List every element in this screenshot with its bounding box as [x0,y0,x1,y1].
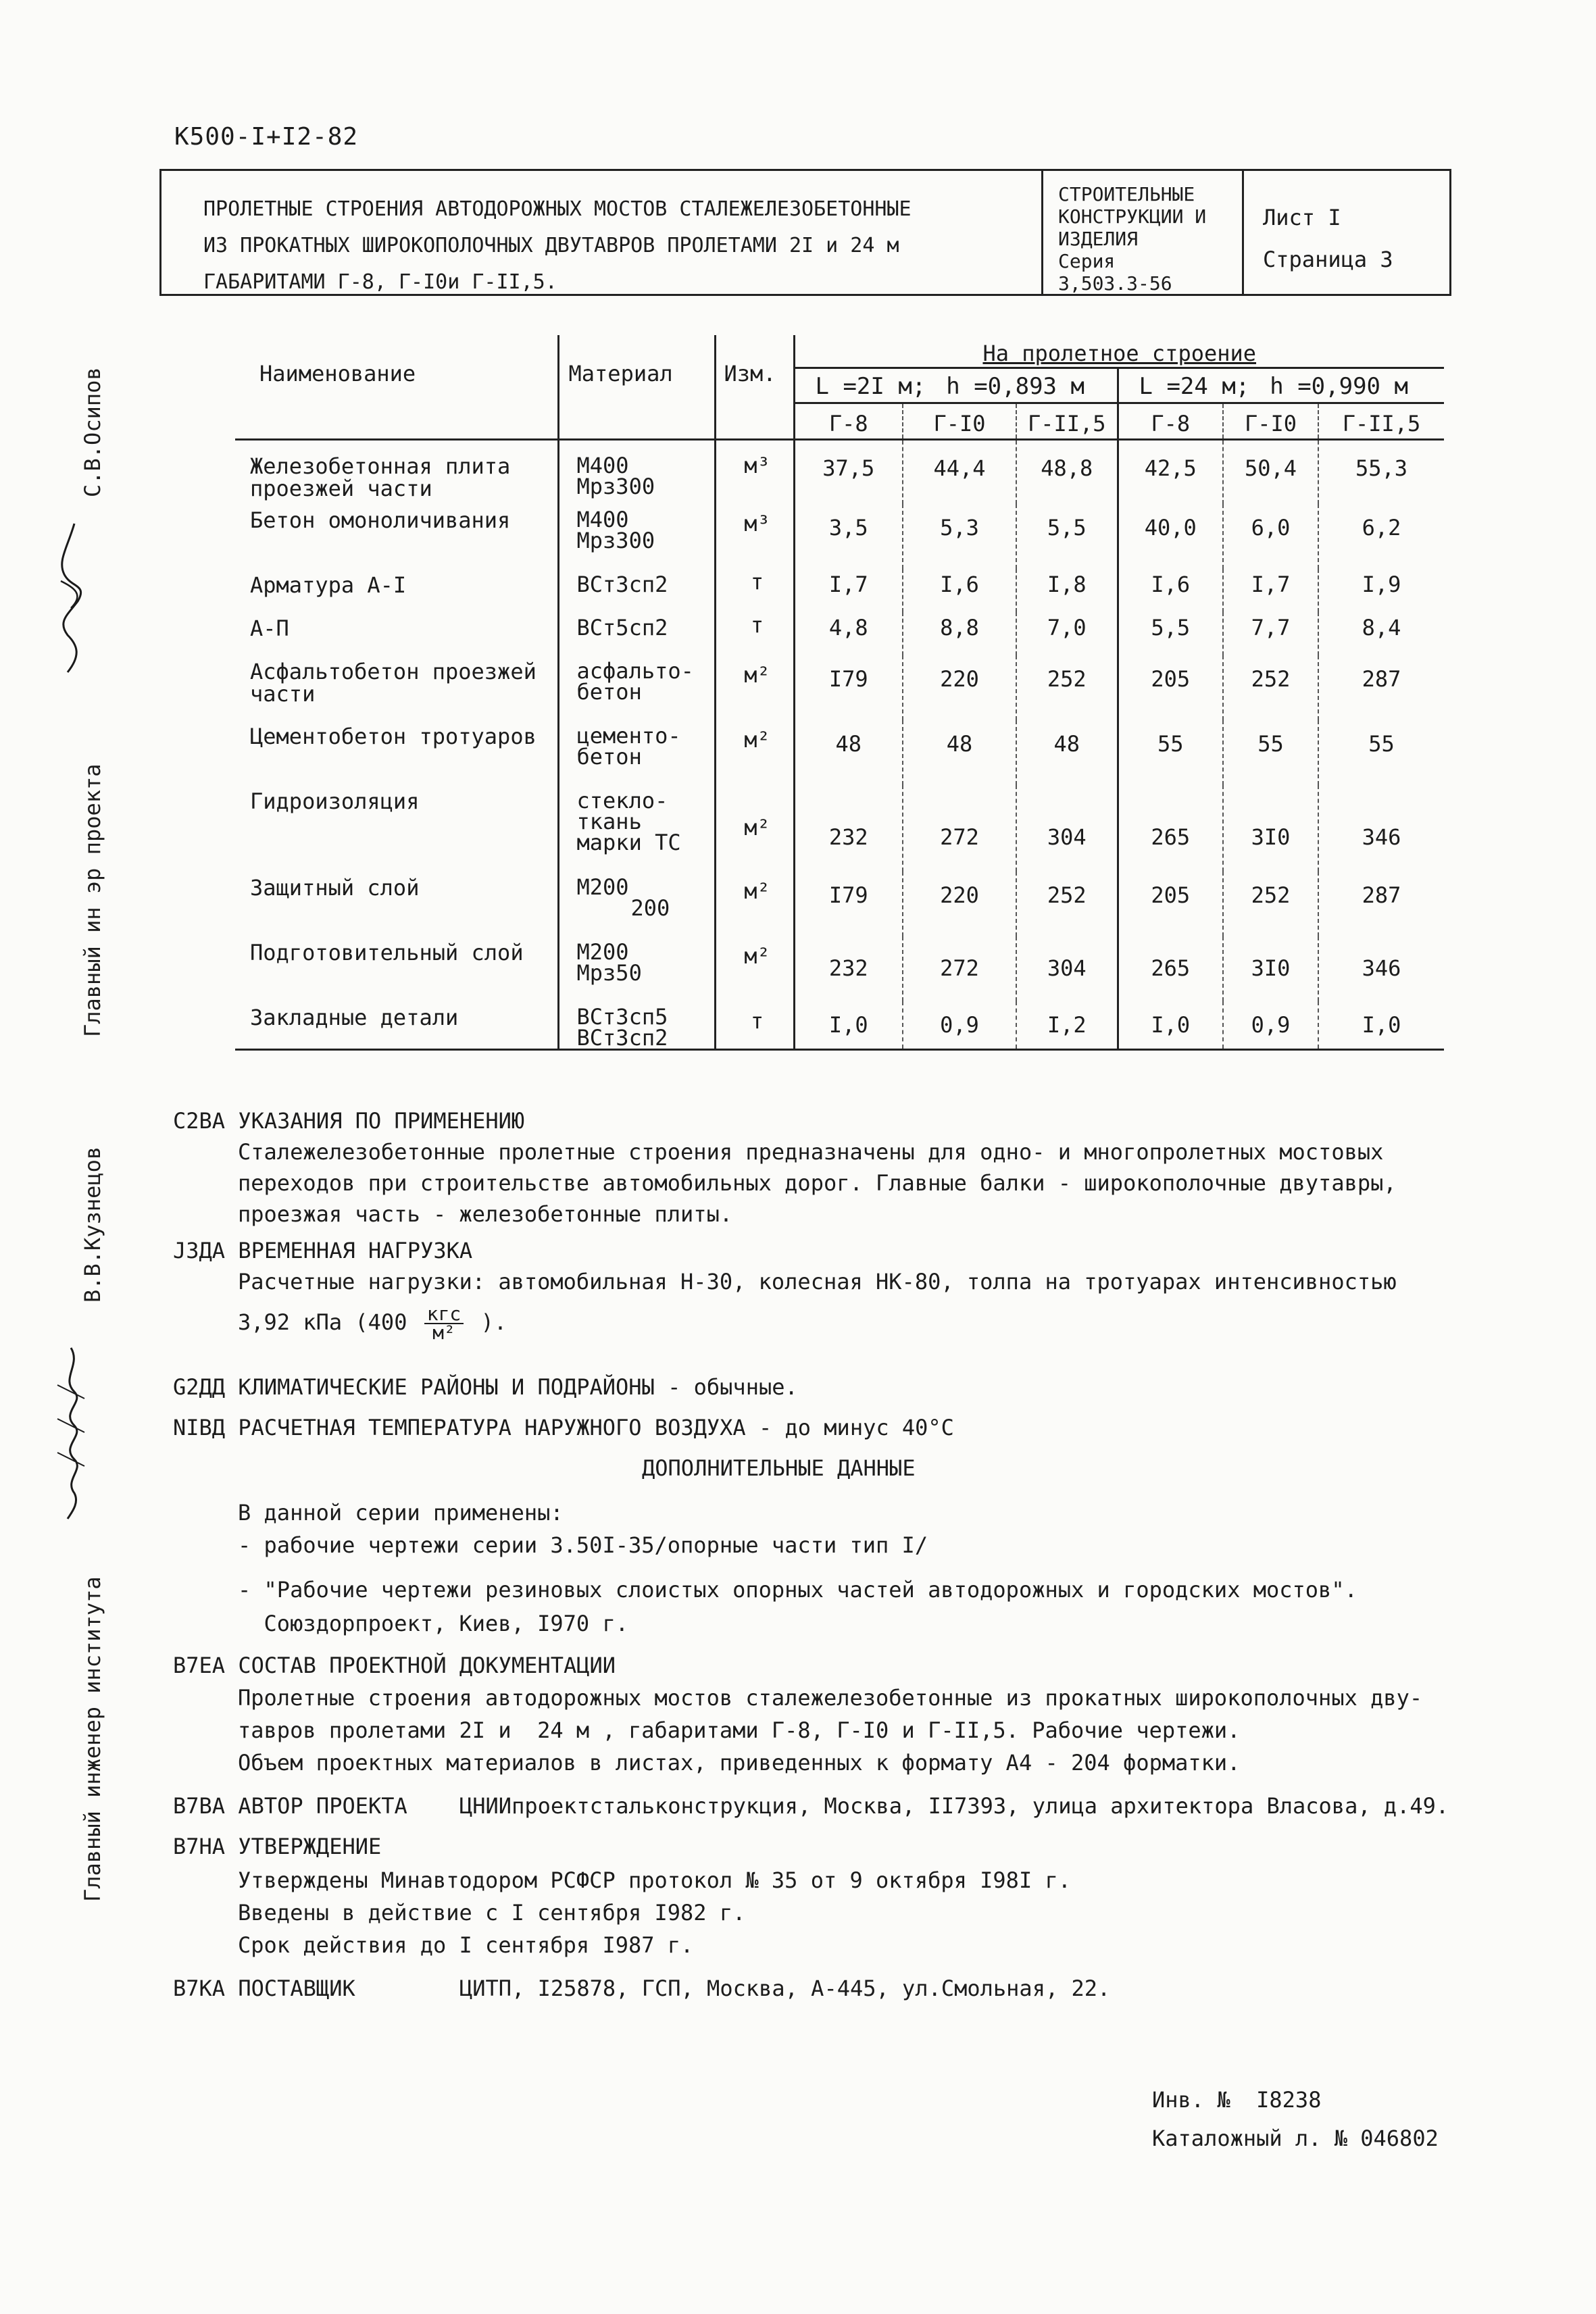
row-unit: м² [715,936,794,1001]
row-material-line: М200 [576,939,629,965]
table-header-row [235,335,1444,368]
row-unit: м² [715,720,794,785]
row-value: I79 [794,872,903,936]
section-usage-line: переходов при строительстве автомобильных дорог. Главные балки - широкополочные двутавры, [238,1170,1397,1196]
row-value: 5,5 [1016,504,1118,569]
section-load-line: Расчетные нагрузки: автомобильная Н-30, колесная НК-80, толпа на тротуарах интенсивностью [238,1269,1397,1294]
row-value: I,8 [1016,569,1118,612]
row-unit: м² [715,655,794,720]
col-header-material: Материал [558,335,715,439]
row-unit: м³ [715,504,794,569]
materials-table [235,335,1444,1051]
col-header-gabarit: Г-I0 [1223,403,1318,439]
row-value: 205 [1118,655,1223,720]
row-value: 3,5 [794,504,903,569]
row-value: 0,9 [903,1001,1016,1050]
section-author-heading: B7BA АВТОР ПРОЕКТА [173,1793,407,1819]
row-material [558,655,715,720]
row-name [235,936,558,1001]
table-row [235,655,1444,720]
sheet-number: Лист I [1263,205,1341,230]
category-line: Серия [1058,250,1116,272]
row-value: 0,9 [1223,1001,1318,1050]
table-row [235,504,1444,569]
row-material [558,1001,715,1050]
row-material-line: Мрз50 [576,960,642,986]
row-name [235,872,558,936]
row-unit: т [715,569,794,612]
section-author-text: ЦНИИпроектстальконструкция, Москва, II7393, улица архитектора Власова, д.49. [459,1793,1449,1819]
load-unit-fraction [424,1305,464,1342]
row-value: 8,4 [1318,612,1444,655]
row-value: I79 [794,655,903,720]
document-code: К500-I+I2-82 [174,123,359,151]
row-name [235,504,558,569]
category-line: СТРОИТЕЛЬНЫЕ [1058,183,1195,205]
row-material [558,504,715,569]
row-value: 220 [903,655,1016,720]
row-value: 48 [903,720,1016,785]
section-documentation-line: Пролетные строения автодорожных мостов сталежелезобетонные из прокатных широкополочных дву- [238,1685,1423,1711]
row-material-line: М200 [576,874,629,900]
section-usage-line: проезжая часть - железобетонные плиты. [238,1201,733,1227]
row-name-line: Асфальтобетон проезжей [250,659,537,684]
title-block [159,169,1451,296]
row-name [235,720,558,785]
row-value: 55 [1318,720,1444,785]
row-value: 3I0 [1223,785,1318,872]
load-close: ). [480,1309,507,1335]
category-line: 3,503.3-56 [1058,272,1172,295]
table-row [235,1001,1444,1050]
span-height: h =0,893 м [946,372,1084,400]
row-material [558,872,715,936]
inventory-number: Инв. № I8238 [1152,2087,1322,2113]
table-row [235,569,1444,612]
row-value: 42,5 [1118,439,1223,504]
row-value: 346 [1318,936,1444,1001]
row-value: 232 [794,936,903,1001]
category-cell [1043,171,1244,294]
title-line: ИЗ ПРОКАТНЫХ ШИРОКОПОЛОЧНЫХ ДВУТАВРОВ ПРОЛЕТАМИ 2I и 24 м [203,234,899,257]
row-value: 44,4 [903,439,1016,504]
row-material-line: ВСт3сп2 [576,1025,668,1051]
row-name [235,612,558,655]
section-approval-line: Срок действия до I сентября I987 г. [238,1932,694,1958]
table-row [235,936,1444,1001]
span-21m [794,368,1118,403]
row-name [235,1001,558,1050]
row-value: 252 [1223,655,1318,720]
row-material-line: Мрз300 [576,473,655,499]
row-material-line: бетон [576,679,642,705]
category-line: ИЗДЕЛИЯ [1058,228,1139,250]
row-material-line: ткань [576,809,642,834]
row-material [558,439,715,504]
row-unit: м³ [715,439,794,504]
row-name-line: А-П [250,615,289,641]
row-material [558,936,715,1001]
row-value: 5,5 [1118,612,1223,655]
extra-data-line: - "Рабочие чертежи резиновых слоистых опорных частей автодорожных и городских мостов". [238,1577,1357,1603]
signature-osipov [47,520,95,676]
row-name-line: проезжей части [250,475,432,501]
row-material-line: ВСт3сп2 [576,572,668,597]
row-material-line: стекло- [576,788,668,813]
row-value: I,0 [794,1001,903,1050]
row-value: I,0 [1318,1001,1444,1050]
col-header-gabarit: Г-8 [1118,403,1223,439]
span-length: L =2I м; [815,372,926,400]
row-value: 48 [794,720,903,785]
row-name [235,439,558,504]
row-value: 48,8 [1016,439,1118,504]
category-line: КОНСТРУКЦИИ И [1058,205,1207,228]
section-documentation-line: тавров пролетами 2I и 24 м , габаритами Г-8, Г-I0 и Г-II,5. Рабочие чертежи. [238,1717,1241,1743]
col-header-gabarit: Г-II,5 [1318,403,1444,439]
row-value: 7,7 [1223,612,1318,655]
row-value: I,6 [1118,569,1223,612]
section-documentation-line: Объем проектных материалов в листах, приведенных к формату А4 - 204 форматки. [238,1750,1241,1776]
title-line: ПРОЛЕТНЫЕ СТРОЕНИЯ АВТОДОРОЖНЫХ МОСТОВ СТАЛЕЖЕЛЕЗОБЕТОННЫЕ [203,197,912,221]
row-material-line: марки ТС [576,830,681,855]
span-height: h =0,990 м [1270,372,1408,400]
table-row [235,612,1444,655]
row-name [235,569,558,612]
title-cell [161,171,1043,294]
row-material [558,720,715,785]
row-value: 6,0 [1223,504,1318,569]
row-value: 37,5 [794,439,903,504]
side-role-chief-engineer: Главный инженер института [80,1576,105,1902]
row-name [235,655,558,720]
row-value: 252 [1223,872,1318,936]
row-name-line: части [250,681,316,707]
col-header-gabarit: Г-I0 [903,403,1016,439]
row-value: I,2 [1016,1001,1118,1050]
extra-data-line: Союздорпроект, Киев, I970 г. [238,1611,628,1636]
row-unit: м² [715,872,794,936]
row-value: 8,8 [903,612,1016,655]
row-value: 205 [1118,872,1223,936]
row-value: 346 [1318,785,1444,872]
row-material-line: М400 [576,507,629,532]
row-name-line: Защитный слой [250,875,420,901]
row-material-line: цементо- [576,723,681,749]
row-material [558,612,715,655]
extra-data-line: - рабочие чертежи серии 3.50I-35/опорные части тип I/ [238,1532,928,1558]
row-value: 48 [1016,720,1118,785]
row-name-line: Арматура А-I [250,572,407,598]
row-material-line: М400 [576,452,629,478]
section-documentation-heading: B7EA СОСТАВ ПРОЕКТНОЙ ДОКУМЕНТАЦИИ [173,1653,616,1678]
row-value: 5,3 [903,504,1016,569]
row-material-line: ВСт5сп2 [576,615,668,640]
row-value: 304 [1016,785,1118,872]
sheet-cell [1244,171,1470,320]
section-approval-line: Введены в действие с I сентября I982 г. [238,1900,746,1926]
row-value: 6,2 [1318,504,1444,569]
section-climate-heading: G2ДД КЛИМАТИЧЕСКИЕ РАЙОНЫ И ПОДРАЙОНЫ - обычные. [173,1374,798,1400]
row-value: I,6 [903,569,1016,612]
col-header-gabarit: Г-II,5 [1016,403,1118,439]
table-row [235,439,1444,504]
row-unit: т [715,1001,794,1050]
fraction-numerator: кгс [424,1305,464,1324]
side-name-kuznetsov: В.В.Кузнецов [80,1146,105,1303]
row-value: 265 [1118,785,1223,872]
row-value: 265 [1118,936,1223,1001]
row-value: I,7 [794,569,903,612]
row-value: 304 [1016,936,1118,1001]
row-value: 4,8 [794,612,903,655]
catalog-number: Каталожный л. № 046802 [1152,2126,1439,2151]
row-name-line: Бетон омоноличивания [250,507,511,533]
section-usage-line: Сталежелезобетонные пролетные строения предназначены для одно- и многопролетных мостовых [238,1139,1384,1165]
row-name-line: Гидроизоляция [250,788,420,814]
extra-data-line: В данной серии применены: [238,1500,564,1526]
row-value: 3I0 [1223,936,1318,1001]
row-value: I,7 [1223,569,1318,612]
section-approval-heading: B7HA УТВЕРЖДЕНИЕ [173,1834,382,1859]
row-value: 232 [794,785,903,872]
row-value: 55 [1223,720,1318,785]
row-name-line: Закладные детали [250,1005,459,1030]
row-material-line: асфальто- [576,658,694,684]
row-material-line: Мрз300 [576,528,655,553]
row-value: 7,0 [1016,612,1118,655]
col-header-unit: Изм. [715,335,794,439]
section-supplier-text: ЦИТП, I25878, ГСП, Москва, А-445, ул.Смольная, 22. [459,1976,1111,2001]
row-value: 272 [903,936,1016,1001]
span-group-label: На пролетное строение [982,341,1257,366]
table-row [235,872,1444,936]
span-24m [1118,368,1444,403]
row-material-line: ВСт3сп5 [576,1004,668,1030]
row-value: 40,0 [1118,504,1223,569]
row-value: 55 [1118,720,1223,785]
row-value: 252 [1016,872,1118,936]
span-length: L =24 м; [1139,372,1250,400]
extra-data-title: ДОПОЛНИТЕЛЬНЫЕ ДАННЫЕ [642,1455,916,1481]
row-value: I,9 [1318,569,1444,612]
page-number: Страница 3 [1263,247,1393,272]
section-supplier-heading: B7KA ПОСТАВЩИК [173,1976,355,2001]
row-material-line: бетон [576,744,642,770]
row-material-line: 200 [630,895,670,921]
row-name-line: Подготовительный слой [250,940,524,965]
section-temperature-heading: NIBД РАСЧЕТНАЯ ТЕМПЕРАТУРА НАРУЖНОГО ВОЗДУХА - до минус 40°С [173,1415,954,1440]
title-line: ГАБАРИТАМИ Г-8, Г-I0и Г-II,5. [203,270,557,294]
col-header-gabarit: Г-8 [794,403,903,439]
load-value: 3,92 кПа (400 [238,1309,407,1335]
row-value: 50,4 [1223,439,1318,504]
fraction-denominator: м² [432,1322,455,1344]
side-name-osipov: С.В.Осипов [80,367,105,497]
signature-kuznetsov [47,1344,95,1520]
row-value: 252 [1016,655,1118,720]
section-load-line-intensity [238,1305,507,1342]
section-load-heading: J3ДА ВРЕМЕННАЯ НАГРУЗКА [173,1238,473,1263]
table-row [235,785,1444,872]
col-header-name: Наименование [235,335,558,439]
col-group-header [794,335,1444,368]
row-material [558,785,715,872]
table-row [235,720,1444,785]
row-name-line: Железобетонная плита [250,453,511,479]
row-name [235,785,558,872]
row-material [558,569,715,612]
row-value: 220 [903,872,1016,936]
row-value: 287 [1318,655,1444,720]
row-unit: т [715,612,794,655]
row-value: 287 [1318,872,1444,936]
row-name-line: Цементобетон тротуаров [250,724,537,749]
section-approval-line: Утверждены Минавтодором РСФСР протокол № 35 от 9 октября I98I г. [238,1867,1071,1893]
side-role-project-engineer: Главный ин эр проекта [80,763,105,1037]
row-unit: м² [715,785,794,872]
row-value: 272 [903,785,1016,872]
section-usage-heading: C2BA УКАЗАНИЯ ПО ПРИМЕНЕНИЮ [173,1108,525,1134]
row-value: 55,3 [1318,439,1444,504]
row-value: I,0 [1118,1001,1223,1050]
